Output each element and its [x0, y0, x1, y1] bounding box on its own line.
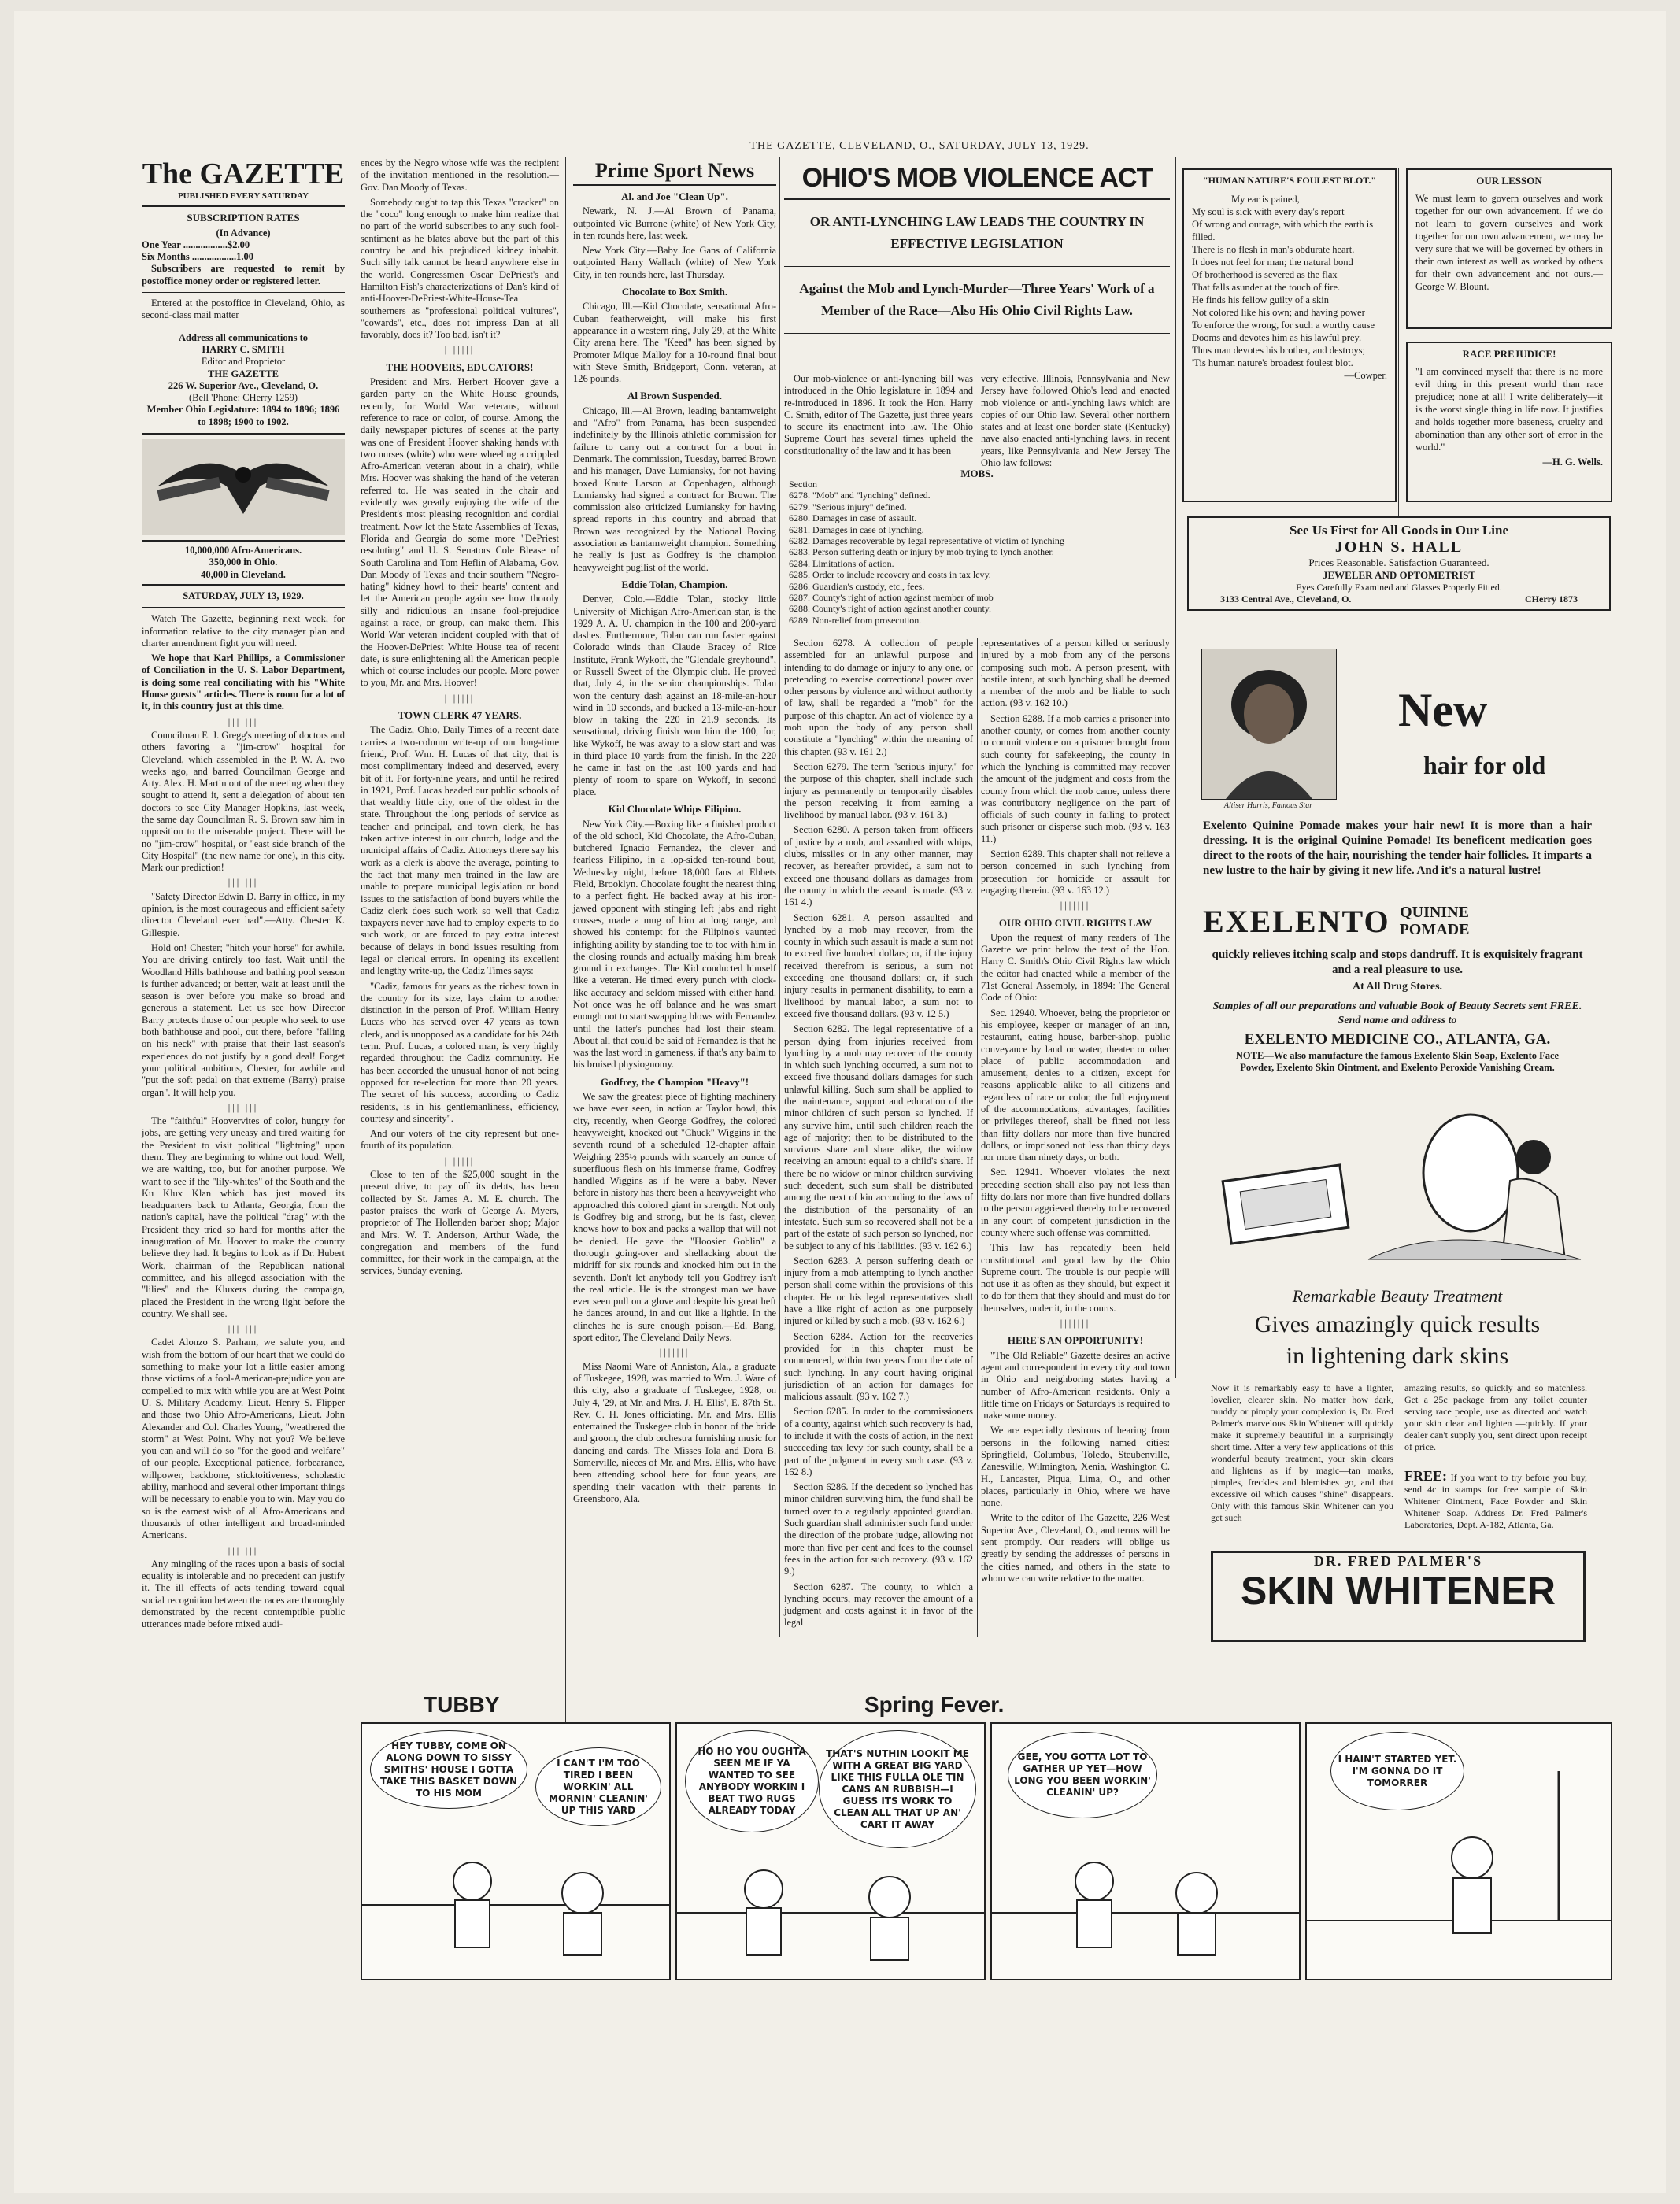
section-item: 6286. Guardian's custody, etc., fees. [789, 580, 925, 592]
ohio-intro-text: very effective. Illinois, Pennsylvania and New Jersey have followed Ohio's lead and enacted mob violence or anti-lynching laws which are copies of our Ohio law. Several other northern states and at least one border state (Kentucky) have also enacted anti-lynching laws, in recent years, like Pennsylvania and New Jersey The Ohio law follows: [981, 373, 1170, 469]
poem-line: That falls asunder at the touch of fire. [1192, 282, 1341, 293]
palmer-brand-top: DR. FRED PALMER'S [1313, 1553, 1483, 1569]
poem-line: Of brotherhood is severed as the flax [1192, 269, 1338, 280]
hall-line: Prices Reasonable. Satisfaction Guaranteed. [1308, 557, 1489, 568]
race-author: —H. G. Wells. [1542, 457, 1603, 468]
opportunity-paragraph: Write to the editor of The Gazette, 226 West Superior Ave., Cleveland, O., and terms will be sent promptly. Our readers will oblige us greatly by sending the addresses of persons in the cities named, and others in the state to whom we can write relative to the matter. [981, 1512, 1170, 1584]
issue-date: SATURDAY, JULY 13, 1929. [142, 586, 345, 608]
sports-column [573, 157, 776, 1637]
exelento-ad [1187, 641, 1608, 1082]
exelento-brand-line: QUININE [1400, 904, 1469, 921]
law-section: Section 6285. In order to the commissioners of a county, against which such recovery is had, to include it with the costs of action, in the next succeeding tax levy for such county, shall be a part of the judgment in every such case. (93 v. 162 8.) [784, 1406, 973, 1477]
address-heading: Address all communications to [178, 331, 308, 343]
section-item: 6288. County's right of action against another county. [789, 603, 992, 615]
lesson-title: OUR LESSON [1476, 175, 1542, 187]
poem-line: Not colored like his own; and having power [1192, 307, 1365, 318]
article-heading: THE HOOVERS, EDUCATORS! [386, 361, 534, 373]
separator: ||||||| [444, 1155, 476, 1167]
speech-bubble: I HAIN'T STARTED YET. I'M GONNA DO IT TOMORRER [1330, 1732, 1464, 1810]
opportunity-heading: HERE'S AN OPPORTUNITY! [1007, 1334, 1144, 1347]
ohio-left-column [784, 638, 973, 1637]
column-rule [1175, 157, 1176, 1378]
mobs-heading: MOBS. [960, 468, 994, 479]
social-paragraph: Miss Naomi Ware of Anniston, Ala., a graduate of Tuskegee, 1928, was married to Wm. J. Ware of this city, also a graduate of Tuskegee, 1928, on July 4, '29, at Mr. and Mrs. J. H. Ellis', E. 87th St., Rev. C. H. Jones officiating. Mr. and Mrs. Ellis entertained the Tuskegee club in honor of the bride and groom, the club orchestra furnishing music for dancing and cards. The Misses Iola and Dora B. Somerville, nieces of Mr. and Mrs. Ellis, who have been attending school here for four years, are spending their vacation with their parents in Greensboro, Ala. [573, 1360, 776, 1504]
exelento-samples: Samples of all our preparations and valuable Book of Beauty Secrets sent FREE. Send name and address to [1212, 1000, 1582, 1026]
article-paragraph: The Cadiz, Ohio, Daily Times of a recent date carries a two-column write-up of our long-time friend, Prof. Wm. H. Lucas of that city, that is most complimentary indeed and deserved, every bit of it. For forty-nine years, and until he retired in 1921, Prof. Lucas headed our public schools of that wealthy little city, one of the oldest in the state. Throughout the long periods of service as teacher and principal, and town clerk, he has taken active interest in our church, lodge and the municipal affairs of Cadiz. Attorneys there say his work as a clerk is above the average, pointing to the fact that many men trained in the law are unable to prepare municipal legislation or bond issues to the satisfaction of bond buyers while the Cadiz clerk does such work so well that Cadiz taxpayers never have had to employ experts to do such work, or are forced to pay extra interest because of delays in bond issues resulting from legal or clerical errors. In opening its excellent and lengthy write-up, the Cadiz Times says: [361, 724, 559, 977]
race-text: "I am convinced myself that there is no more evil thing in this present world than race prejudice; none at all! I write deliberately—it is the worst single thing in life now. It justifies and holds together more baseness, cruelty and abomination than any other sort of error in the world." [1415, 366, 1603, 453]
hall-address: 3133 Central Ave., Cleveland, O. [1220, 594, 1352, 605]
masthead-subtitle: PUBLISHED EVERY SATURDAY [142, 190, 345, 207]
editorial-paragraph: We hope that Karl Phillips, a Commissioner of Conciliation in the U. S. Labor Department, is doing some real conciliating with his "White House guests" articles. There is room for a lot of it, in this country just at this time. [142, 653, 345, 712]
lesson-box [1406, 168, 1612, 329]
rates-note: (In Advance) [216, 227, 271, 239]
palmer-head-1: Gives amazingly quick results [1254, 1311, 1541, 1337]
ohio-intro-right [981, 373, 1170, 469]
hall-line: See Us First for All Goods in Our Line [1289, 523, 1508, 538]
ohio-right-column [981, 638, 1170, 1637]
civil-rights-heading: OUR OHIO CIVIL RIGHTS LAW [998, 916, 1153, 929]
column-rule [565, 157, 566, 1936]
poem-line: 'Tis human nature's broadest foulest blot. [1192, 357, 1353, 368]
law-section: Section 6288. If a mob carries a prisoner into another county, or comes from another county to commit violence on a prisoner brought from such county for safekeeping, the county in which the lynching is committed may recover the amount of the judgment and costs from the county from which the mob came, unless there was contributory negligence on the part of officials of such county in failing to protect such prisoner or disperse such mob. (93 v. 163 11.) [981, 712, 1170, 845]
speech-bubble: GEE, YOU GOTTA LOT TO GATHER UP YET—HOW LONG YOU BEEN WORKIN' CLEANIN' UP? [1008, 1732, 1157, 1818]
section-item: 6283. Person suffering death or injury by mob trying to lynch another. [789, 546, 1054, 558]
palmer-brand-word: SKIN [1240, 1569, 1335, 1613]
column-rule [977, 638, 978, 1637]
separator: ||||||| [1060, 1318, 1091, 1329]
hall-phone: CHerry 1873 [1525, 594, 1578, 605]
article-paragraph: Close to ten of the $25,000 sought in the present drive, to pay off its debts, has been collected by St. James A. M. E. church. The pastor praises the work of George A. Myers, proprietor of The Hollenden barber shop; Major and Mrs. W. T. Anderson, Arthur Wade, the congregation and members of the fund committee, for their work in the campaign, at the services, Sunday evening. [361, 1169, 559, 1277]
exelento-relief: quickly relieves itching scalp and stops dandruff. It is exquisitely fragrant and a real pleasure to use. [1212, 949, 1583, 976]
editorial-paragraph: ences by the Negro whose wife was the recipient of the invitation mentioned in the resolution.—Gov. Dan Moody of Texas. [361, 157, 559, 193]
palmer-head-2: in lightening dark skins [1286, 1343, 1509, 1369]
separator: ||||||| [228, 716, 259, 727]
legislature-note: Member Ohio Legislature: 1894 to 1896; 1896 to 1898; 1900 to 1902. [142, 404, 345, 435]
section-item: Section [789, 479, 817, 490]
newspaper-page [14, 11, 1666, 2193]
article-heading: TOWN CLERK 47 YEARS. [398, 709, 522, 722]
exelento-body: Exelento Quinine Pomade makes your hair new! It is more than a hair dressing. It is the original Quinine Pomade! Its beneficent medication goes direct to the roots of the hair, nourishing the tender hair follicles. It imparts a new lustre to the hair by giving it new life. And it's a natural lustre! [1203, 819, 1592, 877]
comic-panel-2 [675, 1722, 986, 1980]
comic-panel-3 [990, 1722, 1301, 1980]
law-section: Section 6278. A collection of people assembled for an unlawful purpose and intending to do damage or injury to any one, or pretending to exercise correctional power over other persons by violence and without authority of law, shall be regarded a "mob" for the purpose of this chapter. An act of violence by a mob upon the body of any person shall constitute a "lynching" within the meaning of this chapter. (93 v. 161 2.) [784, 638, 973, 757]
exelento-stores: At All Drug Stores. [1352, 981, 1443, 993]
paper-name: THE GAZETTE [208, 368, 279, 379]
column-rule [1398, 168, 1399, 531]
civil-rights-paragraph: Sec. 12940. Whoever, being the proprietor or his employee, keeper or manager of an inn, restaurant, eating house, barber-shop, public conveyance by land or water, theater or other place of public accommodation and amusement, denies to a citizen, except for reasons applicable alike to all citizens and regardless of race or color, the full enjoyment of the accommodations, advantages, facilities or privileges thereof, shall be fined not less than fifty dollars nor more than five hundred dollars, or imprisoned not less than thirty days nor more than ninety days, or both. [981, 1007, 1170, 1163]
law-section: Section 6284. Action for the recoveries provided for in this chapter must be commenced, within two years from the date of such lynching. In any court having original jurisdiction of an action for damages for malicious assault. (93 v. 162 7.) [784, 1330, 973, 1403]
exelento-company: EXELENTO MEDICINE CO., ATLANTA, GA. [1244, 1031, 1551, 1048]
exelento-brand: EXELENTO [1203, 903, 1390, 939]
poem-line: Dooms and devotes him as his lawful prey. [1192, 332, 1362, 343]
exelento-new: New [1398, 684, 1488, 736]
law-section: Section 6280. A person taken from officers of justice by a mob, and assaulted with whips, clubs, missiles or in any other manner, may recover, as hereafter provided, a sum not to exceed one thousand dollars as damages from the county in which the assault is made. (93 v. 161 4.) [784, 824, 973, 908]
editorial-paragraph: Hold on! Chester; "hitch your horse" for awhile. You are driving entirely too fast. Wait until the Woodland Hills bathhouse and bathing pool season is further advanced; or better, wait at least until the season is over before you make so broad and generous a statement. Let us see how Director Barry protects those of our people who seek to use both bathhouse and pool, out there, before "falling on his neck" with praise that their last season's experiences do not justify by a good deal! Forget your political ambitions, Chester, for awhile and "put the soft pedal on that extreme (Barry) praise organ". It will help you. [142, 941, 345, 1098]
editorial-paragraph: The "faithful" Hoovervites of color, hungry for jobs, are getting very uneasy and tired waiting for the President to visit political "lightning" upon them. They are beginning to whine out loud. Well, we are waiting, too, but for another purpose. We want to see if the "lily-whites" of the South and the Ku Klux Klan which has just moved its headquarters back to Atlanta, Georgia, from the nation's capital, have the political "drag" with the President they tried so hard for months after the inauguration of Mr. Hoover to make the country believe they had. It begins to look as if Dr. Hubert Work, chairman of the Republican national committee, and his alleged association with the "lilies" and the Kluxers during the campaign, placed the President in the wrong light before the country. We shall see. [142, 1115, 345, 1319]
palmer-free-text: If you want to try before you buy, send 4c in stamps for free sample of Skin Whitener Ointment, Face Powder and Skin Whitener Soap. Address Dr. Fred Palmer's Laboratories, Dept. A-182, Atlanta, Ga. [1404, 1472, 1588, 1530]
hall-name: JOHN S. HALL [1334, 538, 1464, 556]
editorial-paragraph: "Safety Director Edwin D. Barry in office, in my opinion, is the most courageous and efficient safety director Cleveland ever had".—Atty. Chester K. Gillespie. [142, 890, 345, 938]
comic-panel-1 [361, 1722, 671, 1980]
exelento-hair: hair for old [1423, 751, 1546, 779]
law-section: Section 6289. This chapter shall not relieve a person concerned in such lynching from prosecution for homicide or assault for engaging therein. (93 v. 163 12.) [981, 849, 1170, 896]
editorial-paragraph: Somebody ought to tap this Texas "cracker" on the "coco" long enough to make him realize that no part of the world subscribes to any such fool-sentiment as he blates above but the part of this country he and his prejudiced kidney inhabit. Such silly talk cannot be heard anywhere else in the world. Congressmen Oscar DePriest's and Hamilton Fish's characterizations of Dan's kind of anti-Hoover-DePriest-White-House-Tea southerners as "professional political vultures", "cowards", etc., does not impress Dan at all favorably, does it? Too bad, isn't it? [361, 196, 559, 341]
palmer-ad [1187, 1102, 1608, 1684]
poem-line: My soul is sick with every day's report [1192, 206, 1345, 217]
section-item: 6282. Damages recoverable by legal representative of victim of lynching [789, 535, 1064, 547]
law-section: Section 6287. The county, to which a lynching occurs, may recover the amount of a judgment and costs against it in favor of the legal [784, 1581, 973, 1629]
speech-bubble: HEY TUBBY, COME ON ALONG DOWN TO SISSY SMITHS' HOUSE I GOTTA TAKE THIS BASKET DOWN TO HIS MOM [370, 1730, 527, 1809]
comic-name: TUBBY [424, 1692, 500, 1717]
sports-heading: Al Brown Suspended. [627, 390, 723, 402]
poem-line: It does not feel for man; the natural bond [1192, 257, 1353, 268]
remit-note: Subscribers are requested to remit by postoffice money order or registered letter. [142, 263, 345, 287]
column-rule [779, 157, 780, 1637]
poem-body [1184, 190, 1395, 385]
palmer-body-1: Now it is remarkably easy to have a lighter, lovelier, clearer skin. No matter how dark, muddy or pimply your complexion is, Dr. Fred Palmer's marvelous Skin Whitener will quickly make it supremely beautiful in a surprisingly short time. After a very few applications of this wonderful beauty treatment, your skin clears and lightens as if by magic—tan marks, pimples, freckles and blemishes go, and that excessive oil which causes "shine" disappears. Only with this famous Skin Whitener can you get such [1211, 1382, 1393, 1523]
section-item: 6280. Damages in case of assault. [789, 512, 917, 524]
sports-heading: Al. and Joe "Clean Up". [621, 190, 728, 202]
sports-heading: Godfrey, the Champion "Heavy"! [600, 1075, 749, 1088]
comic-panel-4 [1305, 1722, 1612, 1980]
article-paragraph: "Cadiz, famous for years as the richest town in the country for its size, lays claim to another distinction in the person of Prof. William Henry Lucas who has served over 47 years as town clerk, and is unopposed as a candidate for his 24th term. Prof. Lucas, a colored man, is very highly regarded throughout the Cadiz community. He has been accorded the unusual honor of not being opposed for re-election for more than 20 years. The secret of his success, according to Cadiz residents, is in his gentlemanliness, efficiency, courtesy and sincerity". [361, 980, 560, 1124]
separator: ||||||| [228, 877, 259, 889]
poem-line: Of wrong and outrage, with which the earth is filled. [1192, 219, 1374, 242]
hall-line: JEWELER AND OPTOMETRIST [1322, 569, 1476, 581]
sports-paragraph: We saw the greatest piece of fighting machinery we have ever seen, in action at Taylor bowl, this city, recently, when George Godfrey, the colored heavyweight, knocked out "Chuck" Wiggins in the seventh round of a scheduled 12-chapter affair. Weighing 235½ pounds with scarcely an ounce of superfluous flesh on his immense frame, Godfrey handled Wiggins as if he were a baby. Never before in history has there been a heavyweight who approached this colored giant in strength. Not only is Godfrey big and strong, but he is fast, clever, knows how to box and packs a wallop that will not be denied. He gave the "Hoosier Goblin" a thorough going-over and shellacking about the midriff for six rounds and knocked him out in the seventh. Don't let anybody tell you Godfrey isn't the real article. He is the strongest man we have ever seen pull on a glove and despite his great heft he dances around, in and out like a lightie. In the clinches he is sure enough poison.—Ed. Bang, sport editor, The Cleveland Daily News. [573, 1091, 776, 1344]
editorial-paragraph: Watch The Gazette, beginning next week, for information relative to the city manager plan and charter amendment fight you will need. [142, 613, 345, 649]
palmer-brand-word: WHITENER [1345, 1569, 1556, 1613]
separator: ||||||| [444, 692, 476, 704]
poem-box [1182, 168, 1397, 502]
speech-bubble: THAT'S NUTHIN LOOKIT ME WITH A GREAT BIG YARD LIKE THIS FULLA OLE TIN CANS AN RUBBISH—I GUESS ITS WORK TO CLEAN ALL THAT UP AN' CART IT AWAY [819, 1730, 976, 1848]
ohio-deck-2: Against the Mob and Lynch-Murder—Three Years' Work of a Member of the Race—Also His Ohio Civil Rights Law. [784, 267, 1170, 334]
hall-ad [1187, 516, 1611, 611]
civil-rights-paragraph: Sec. 12941. Whoever violates the next preceding section shall also pay not less than fifty dollars nor more than five hundred dollars to the person aggrieved thereby to be recovered in any court of competent jurisdiction in the county where such offense was committed. [981, 1167, 1170, 1238]
separator: ||||||| [228, 1101, 259, 1113]
section-item: 6279. "Serious injury" defined. [789, 501, 907, 512]
hall-line: Eyes Carefully Examined and Glasses Properly Fitted. [1296, 582, 1502, 593]
sports-paragraph: New York City.—Boxing like a finished product of the old school, Kid Chocolate, the Afro-Cuban, butchered Ignacio Fernandez, the clever and fearless Filipino, in a lop-sided ten-round bout, Wednesday night, before 18,000 fans at Ebbets Field, Brooklyn. Chocolate fought the nearest thing to a perfect fight. He backed away at his iron-jawed opponent with stinging left jabs and right crosses, made a mug of him at long range, and showed his contempt for the Filipino's vaunted infighting ability by standing toe to toe with him in the closing rounds and actually making him break ground in exchanges. The Kid conducted himself like a veteran. He timed every punch with clock-like accuracy and seldom missed with either hand. Not once was he off balance and he was smart enough not to start swapping blows with Fernandez until the latter's punches had lost their steam. About all that could be said of Fernandez is that he was the last word in gameness, if that's any balm to his bruised physiognomy. [573, 818, 776, 1071]
population-cleveland: 40,000 in Cleveland. [142, 569, 345, 586]
ohio-headline: OHIO'S MOB VIOLENCE ACT [784, 157, 1170, 200]
editor-name: HARRY C. SMITH [202, 343, 285, 355]
law-section: Section 6282. The legal representative of a person dying from injuries received from lynching by a mob may recover of the county in which such lynching occurred, a sum not to exceed five thousand dollars damages for such unlawful killing. Such sum shall be applied to the maintenance, support and education of the minor children of such person so lynched. If any survive him, until such children reach the age of majority; then to be distributed to the survivors share and share alike, the widow receiving an amount equal to a child's share. If there be no widow or minor children surviving such decedent, such sum shall be distributed among the next of kin according to the laws of the distribution of the personality of an intestate. Such sum so recovered shall not be a part of the estate of such person so lynched, nor be subject to any of his liabilities. (93 v. 162 6.) [784, 1023, 973, 1252]
exelento-note: NOTE—We also manufacture the famous Exelento Skin Soap, Exelento Face Powder, Exelento Skin Ointment, and Exelento Peroxide Vanishing Cream. [1235, 1050, 1560, 1073]
speech-bubble: HO HO YOU OUGHTA SEEN ME IF YA WANTED TO SEE ANYBODY WORKIN I BEAT TWO RUGS ALREADY TODAY [685, 1730, 819, 1832]
sports-paragraph: Denver, Colo.—Eddie Tolan, stocky little University of Michigan Afro-American star, is the 1929 A. A. U. champion in the 100 and 200-yard dashes. Furthermore, Tolan can run faster against Colorado winds than Claude Bracey of Rice Institute, Frank Wykoff, the "Glendale greyhound", or Russell Sweet of the Olympic club. He proved that, July 4, in the senior championships. Tolan won the century dash against an 18-mile-an-hour wind in 10 seconds, and bucked a 13-mile-an-hour blow in taking the 220 in 21.9 seconds. Its sensational, driving finish won him the 100, for, like Wykoff, he was away to a slow start and was in third place 10 yards from the finish. In the 220 he came in fast on the last 100 yards and had plenty of room to spare on Wykoff, in second place. [573, 594, 776, 797]
palmer-illustration [1211, 1110, 1589, 1267]
law-section: Section 6279. The term "serious injury," for the purpose of this chapter, shall include such injury as permanently or temporarily disables the person receiving it from earning a livelihood by manual labor. (93 v. 161 3.) [784, 760, 973, 821]
separator: ||||||| [659, 1347, 690, 1359]
section-item: 6285. Order to include recovery and costs in tax levy. [789, 569, 991, 581]
street-address: 226 W. Superior Ave., Cleveland, O. [168, 379, 319, 391]
portrait-caption: Altiser Harris, Famous Star [1223, 801, 1313, 810]
race-title: RACE PREJUDICE! [1462, 348, 1556, 360]
ohio-deck-1: OR ANTI-LYNCHING LAW LEADS THE COUNTRY IN EFFECTIVE LEGISLATION [784, 200, 1170, 267]
law-section: representatives of a person killed or seriously injured by a mob from any of the persons composing such mob. A person present, with hostile intent, at such lynching shall be deemed a member of the mob and be liable to such action. (93 v. 162 10.) [981, 638, 1170, 709]
masthead-title: The GAZETTE [142, 157, 345, 190]
eagle-emblem [142, 439, 345, 535]
sports-paragraph: Chicago, Ill.—Al Brown, leading bantamweight and "Afro" from Panama, has been suspended indefinitely by the Illinois athletic commission for failure to carry out a contract for a bout in Denmark. The commission, Tuesday, barred Brown and his manager, Dave Lumiansky, for not having boxed Knute Larson at Copenhagen, although Lumiansky had signed a contract for Brown. The commission also criticized Lumiansky for having spread reports in this country and abroad that Brown was recognized by the National Boxing association as bantamweight champion. Something he really is just as Godfrey is the champion heavyweight pugilist of the world. [573, 405, 776, 573]
column-2 [361, 157, 559, 1637]
article-paragraph: And our voters of the city represent but one-fourth of its population. [361, 1128, 559, 1152]
lesson-text: We must learn to govern ourselves and work together for our own advancement. If we do not learn to govern ourselves and work together for our own advancement, we may be very sure that we will be governed by others in their own interest as well as worked by others for their own advancement and not ours.—George W. Blount. [1415, 193, 1603, 292]
section-item: 6284. Limitations of action. [789, 557, 894, 569]
section-item: 6278. "Mob" and "lynching" defined. [789, 490, 931, 501]
population-ohio: 350,000 in Ohio. [209, 557, 278, 568]
opportunity-paragraph: We are especially desirous of hearing from persons in the following named cities: Springfield, Columbus, Toledo, Steubenville, Zanesville, Wilmington, Xenia, Washington C. H., Lancaster, Piqua, Lima, O., and other places, particularly in Ohio, where we have none. [981, 1425, 1170, 1509]
section-item: 6289. Non-relief from prosecution. [789, 614, 922, 626]
civil-rights-paragraph: Upon the request of many readers of The Gazette we print below the text of the Hon. Harry C. Smith's Ohio Civil Rights law which the editor had enacted while a member of the 71st General Assembly, in 1894: The General Code of Ohio: [981, 931, 1170, 1004]
separator: ||||||| [444, 344, 476, 356]
law-section: Section 6283. A person suffering death or injury from a mob attempting to lynch another person shall come within the provisions of this chapter. He or his legal representatives shall have a like right of action as one purposely injured or killed by such a mob. (93 v. 162 6.) [784, 1255, 973, 1327]
palmer-brand [1211, 1551, 1586, 1642]
rates-heading: SUBSCRIPTION RATES [187, 212, 300, 224]
separator: ||||||| [228, 1544, 259, 1556]
rate-six-months: Six Months ..................1.00 [142, 251, 254, 263]
race-prejudice-box [1406, 342, 1612, 502]
article-paragraph: President and Mrs. Herbert Hoover gave a garden party on the White House grounds, recently, for World War veterans, without reference to race or color, of course. Among the daily newspaper pictures of scenes at the party was one of President Hoover shaking hands with two nurses (white) who were wheeling a crippled Afro-American veteran about in a chair), while Mrs. Hoover was shaking the hand of the veteran referred to. He was seated in the chair and evidently was greatly enjoying the wife of the President's most pleasing recognition and cordial treatment. Now let the State Assemblies of Texas, Florida and Georgia do some more "DePriest resoluting" and U. S. Senators Cole Blease of South Carolina and Tom Heflin of Alabama, Gov. Dan Moody of Texas and their southern "Negro-hating" kidney howl to their hearts' content and let the American people again see how thoroly silly and ridiculous an insane fool-prejudice against a race, or group, can make them. This World War veteran incident coupled with that of the Hoover-DePriest White House tea of recent date, is sure enlightening all the American people which of course includes our people. More power to you, Mr. and Mrs. Hoover! [361, 376, 559, 689]
editorial-paragraph: Any mingling of the races upon a basis of social equality is intolerable and no precedent can justify it. The ill effects of acts tending toward equal social recognition between the races are thoroughly demonstrated by the recent contemptible public utterances made before mixed audi- [142, 1558, 345, 1630]
speech-bubble: I CAN'T I'M TOO TIRED I BEEN WORKIN' ALL MORNIN' CLEANIN' UP THIS YARD [535, 1747, 661, 1826]
separator: ||||||| [228, 1323, 259, 1335]
running-head: THE GAZETTE, CLEVELAND, O., SATURDAY, JULY 13, 1929. [749, 140, 1090, 152]
poem-author: —Cowper. [1344, 370, 1387, 381]
sports-heading: Chocolate to Box Smith. [621, 286, 728, 298]
editorial-paragraph: Councilman E. J. Gregg's meeting of doctors and others favoring a "jim-crow" hospital for Cleveland, which assembled in the P. W. A. two weeks ago, and barred Councilman George and Atty. Alex. H. Martin out of the meeting when they sought to attend it, sent a delegation of about ten doctors to see City Manager Hopkins, last week, the same day Councilman R. S. Brown saw him in opposition to the miserable project. There will be no "jim-crow" hospital, or "east side branch of the City Hospital" (the new name for one), in this city. Mark our prediction! [142, 729, 345, 874]
comic-strip [361, 1688, 1612, 1979]
civil-rights-paragraph: This law has repeatedly been held constitutional and good law by the Ohio Supreme court. The trouble is our people will not use it as often as they should, but expect it to do for them that they should and must do for themselves, under it, in the courts. [981, 1242, 1170, 1314]
poem-line: He finds his fellow guilty of a skin [1192, 294, 1329, 305]
poem-line: There is no flesh in man's obdurate heart. [1192, 244, 1355, 255]
sports-paragraph: Chicago, Ill.—Kid Chocolate, sensational Afro-Cuban featherweight, will make his first appearance in a western ring, July 29, at the White City arena here. The "Keed" has been signed by Promoter Mique Malloy for a 10-round final bout with Steve Smith, Bridgeport, Conn. veteran, at 126 pounds. [573, 301, 776, 385]
rate-one-year: One Year ..................$2.00 [142, 239, 250, 250]
editorial-paragraph: Cadet Alonzo S. Parham, we salute you, and wish from the bottom of our heart that we could do something to make your lot a little easier among those victims of a fool-American-prejudice you are compelled to mix with while you are at West Point U. S. Military Academy. Lieut. Henry S. Flipper and those two Ohio Afro-Americans, Lieut. John Alexander and Col. Charles Young, "weathered the storm" at West Point. Why not you? We believe you can and will do so "for the good and welfare" of our people. Exceptional patience, forbearance, willpower, backbone, sticktoitiveness, scholastic ability, manhood and several other important things will be necessary to enable you to win. May you do so is the earnest wish of all Afro-Americans and thousands of other intelligent and broad-minded Americans. [142, 1337, 345, 1541]
portrait [1201, 649, 1337, 800]
editor-title: Editor and Proprietor [201, 356, 286, 368]
poem-line: My ear is pained, [1231, 194, 1300, 205]
population-national: 10,000,000 Afro-Americans. [142, 540, 345, 557]
sports-heading: Kid Chocolate Whips Filipino. [608, 803, 742, 815]
sports-paragraph: New York City.—Baby Joe Gans of California outpointed Harry Wallach (white) of New York City, in ten rounds here, last Thursday. [573, 245, 776, 280]
phone: (Bell 'Phone: CHerry 1259) [189, 392, 298, 404]
palmer-tag: Remarkable Beauty Treatment [1292, 1286, 1503, 1306]
sports-heading: Eddie Tolan, Champion. [621, 578, 728, 590]
ohio-article [784, 157, 1170, 1637]
sports-paragraph: Newark, N. J.—Al Brown of Panama, outpointed Vic Burrone (white) of New York City, in ten rounds here, last week. [573, 205, 776, 241]
masthead [142, 157, 345, 608]
poem-line: Thus man devotes his brother, and destroys; [1192, 345, 1365, 356]
separator: ||||||| [1060, 900, 1091, 912]
poem-title: "HUMAN NATURE'S FOULEST BLOT." [1202, 175, 1377, 186]
column-1 [142, 157, 345, 2204]
law-section: Section 6281. A person assaulted and lynched by a mob may recover, from the county in which such assault is made a sum not to exceed five hundred dollars; or, if the injury received therefrom is serious, a sum not exceeding one thousand dollars; or, if such injury results in permanent disability, to earn a livelihood by manual labor, a sum not to exceed five thousand dollars. (93 v. 12 5.) [784, 912, 973, 1019]
entered-note: Entered at the postoffice in Cleveland, Ohio, as second-class mail matter [142, 298, 345, 321]
ohio-intro-text: Our mob-violence or anti-lynching bill was introduced in the Ohio legislature in 1894 and re-introduced in 1896. It took the Hon. Harry C. Smith, editor of The Gazette, just three years to secure its enactment into law. The Ohio Supreme Court has several times upheld the constitutionality of the law and it has been [784, 373, 973, 457]
exelento-brand-line: POMADE [1399, 921, 1470, 938]
sports-title: Prime Sport News [573, 157, 776, 186]
palmer-body-2: amazing results, so quickly and so matchless. Get a 25c package from any toilet counter serving race people, use as directed and watch your skin clear and lighten —quickly. If your dealer can't supply you, sent direct upon receipt of price. [1404, 1382, 1587, 1452]
ohio-intro-left [784, 373, 973, 460]
comic-title: Spring Fever. [864, 1692, 1005, 1717]
law-section: Section 6286. If the decedent so lynched has minor children surviving him, the fund shall be turned over to a regularly appointed guardian. Such guardian shall administer such fund under the direction of the probate judge, allowing not more than five per cent and fees to the counsel fees in the action for such recovery. (93 v. 162 9.) [784, 1481, 973, 1577]
section-item: 6281. Damages in case of lynching. [789, 523, 924, 535]
section-item: 6287. County's right of action against member of mob [789, 592, 994, 604]
opportunity-paragraph: "The Old Reliable" Gazette desires an active agent and correspondent in every city and town in Ohio and neighboring states having a number of Afro-American residents. Only a little time on Fridays or Saturdays is required to make some money. [981, 1349, 1170, 1422]
section-list [789, 479, 1167, 626]
poem-line: To enforce the wrong, for such a worthy cause [1192, 320, 1375, 331]
palmer-free-heading: FREE: [1404, 1468, 1447, 1484]
